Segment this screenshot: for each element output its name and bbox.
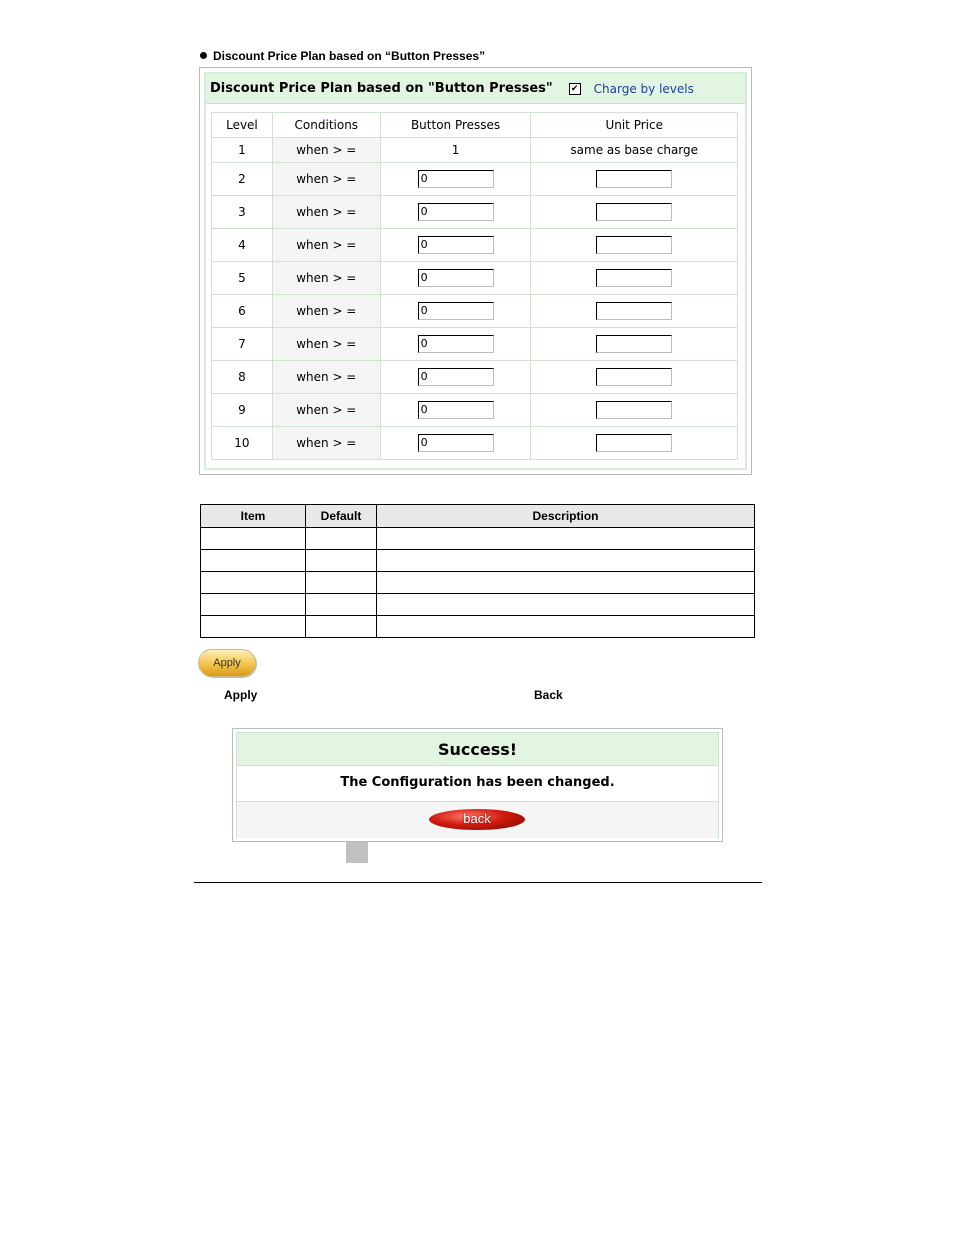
col-level: Level xyxy=(212,113,273,138)
col-conditions: Conditions xyxy=(272,113,380,138)
level-cell: 5 xyxy=(212,262,273,295)
button-presses-input[interactable]: 0 xyxy=(418,236,494,254)
condition-cell: when > = xyxy=(272,229,380,262)
gray-block xyxy=(346,842,368,863)
items-table xyxy=(200,504,755,638)
condition-cell: when > = xyxy=(272,262,380,295)
section-heading xyxy=(200,49,485,63)
condition-cell: when > = xyxy=(272,196,380,229)
back-caption: Back xyxy=(534,688,563,702)
table-row xyxy=(212,328,738,361)
col-item: Item xyxy=(201,505,306,528)
table-row xyxy=(212,394,738,427)
success-panel xyxy=(232,728,723,842)
table-row xyxy=(212,295,738,328)
table-row xyxy=(201,594,755,616)
col-button-presses: Button Presses xyxy=(380,113,531,138)
table-row xyxy=(201,550,755,572)
charge-by-levels-label[interactable]: Charge by levels xyxy=(593,81,694,96)
condition-cell: when > = xyxy=(272,163,380,196)
table-row xyxy=(212,427,738,460)
button-presses-input[interactable]: 0 xyxy=(418,269,494,287)
success-message: The Configuration has been changed. xyxy=(237,766,718,802)
unit-price-input[interactable] xyxy=(596,269,672,287)
level-cell: 4 xyxy=(212,229,273,262)
col-description: Description xyxy=(377,505,755,528)
unit-price-input[interactable] xyxy=(596,170,672,188)
table-row xyxy=(212,138,738,163)
table-row xyxy=(212,229,738,262)
table-row xyxy=(212,262,738,295)
col-unit-price: Unit Price xyxy=(531,113,738,138)
apply-caption: Apply xyxy=(224,688,258,702)
level-cell: 10 xyxy=(212,427,273,460)
level-cell: 2 xyxy=(212,163,273,196)
unit-price-input[interactable] xyxy=(596,368,672,386)
button-presses-input[interactable]: 0 xyxy=(418,434,494,452)
table-row xyxy=(201,528,755,550)
button-presses-input[interactable]: 0 xyxy=(418,335,494,353)
condition-cell: when > = xyxy=(272,295,380,328)
condition-cell: when > = xyxy=(272,394,380,427)
table-row xyxy=(212,163,738,196)
unit-price-input[interactable] xyxy=(596,434,672,452)
table-row xyxy=(201,572,755,594)
unit-price-input[interactable] xyxy=(596,401,672,419)
condition-cell: when > = xyxy=(272,361,380,394)
panel-header xyxy=(206,74,745,104)
col-default: Default xyxy=(306,505,377,528)
apply-button[interactable]: Apply xyxy=(198,649,256,677)
level-cell: 9 xyxy=(212,394,273,427)
level-cell: 3 xyxy=(212,196,273,229)
level-cell: 7 xyxy=(212,328,273,361)
condition-cell: when > = xyxy=(272,427,380,460)
table-row xyxy=(212,196,738,229)
button-presses-input[interactable]: 0 xyxy=(418,368,494,386)
button-presses-input[interactable]: 0 xyxy=(418,302,494,320)
price-cell: same as base charge xyxy=(531,138,738,163)
horizontal-rule xyxy=(194,882,762,883)
unit-price-input[interactable] xyxy=(596,236,672,254)
levels-table xyxy=(211,112,738,460)
items-header-row xyxy=(201,505,755,528)
table-row xyxy=(201,616,755,638)
condition-cell: when > = xyxy=(272,138,380,163)
level-cell: 1 xyxy=(212,138,273,163)
condition-cell: when > = xyxy=(272,328,380,361)
level-cell: 6 xyxy=(212,295,273,328)
success-title: Success! xyxy=(237,733,718,766)
unit-price-input[interactable] xyxy=(596,335,672,353)
button-presses-input[interactable]: 0 xyxy=(418,401,494,419)
levels-header-row xyxy=(212,113,738,138)
bullet-icon xyxy=(200,52,207,59)
button-presses-input[interactable]: 0 xyxy=(418,203,494,221)
button-presses-input[interactable]: 0 xyxy=(418,170,494,188)
presses-cell: 1 xyxy=(380,138,531,163)
discount-plan-panel xyxy=(199,67,752,475)
success-footer xyxy=(237,802,718,838)
panel-title: Discount Price Plan based on "Button Presses" xyxy=(210,81,553,96)
level-cell: 8 xyxy=(212,361,273,394)
section-heading-text: Discount Price Plan based on “Button Presses” xyxy=(213,49,486,63)
back-button[interactable]: back xyxy=(429,809,525,830)
table-row xyxy=(212,361,738,394)
charge-by-levels-checkbox[interactable]: ✔ xyxy=(569,83,581,95)
unit-price-input[interactable] xyxy=(596,203,672,221)
unit-price-input[interactable] xyxy=(596,302,672,320)
